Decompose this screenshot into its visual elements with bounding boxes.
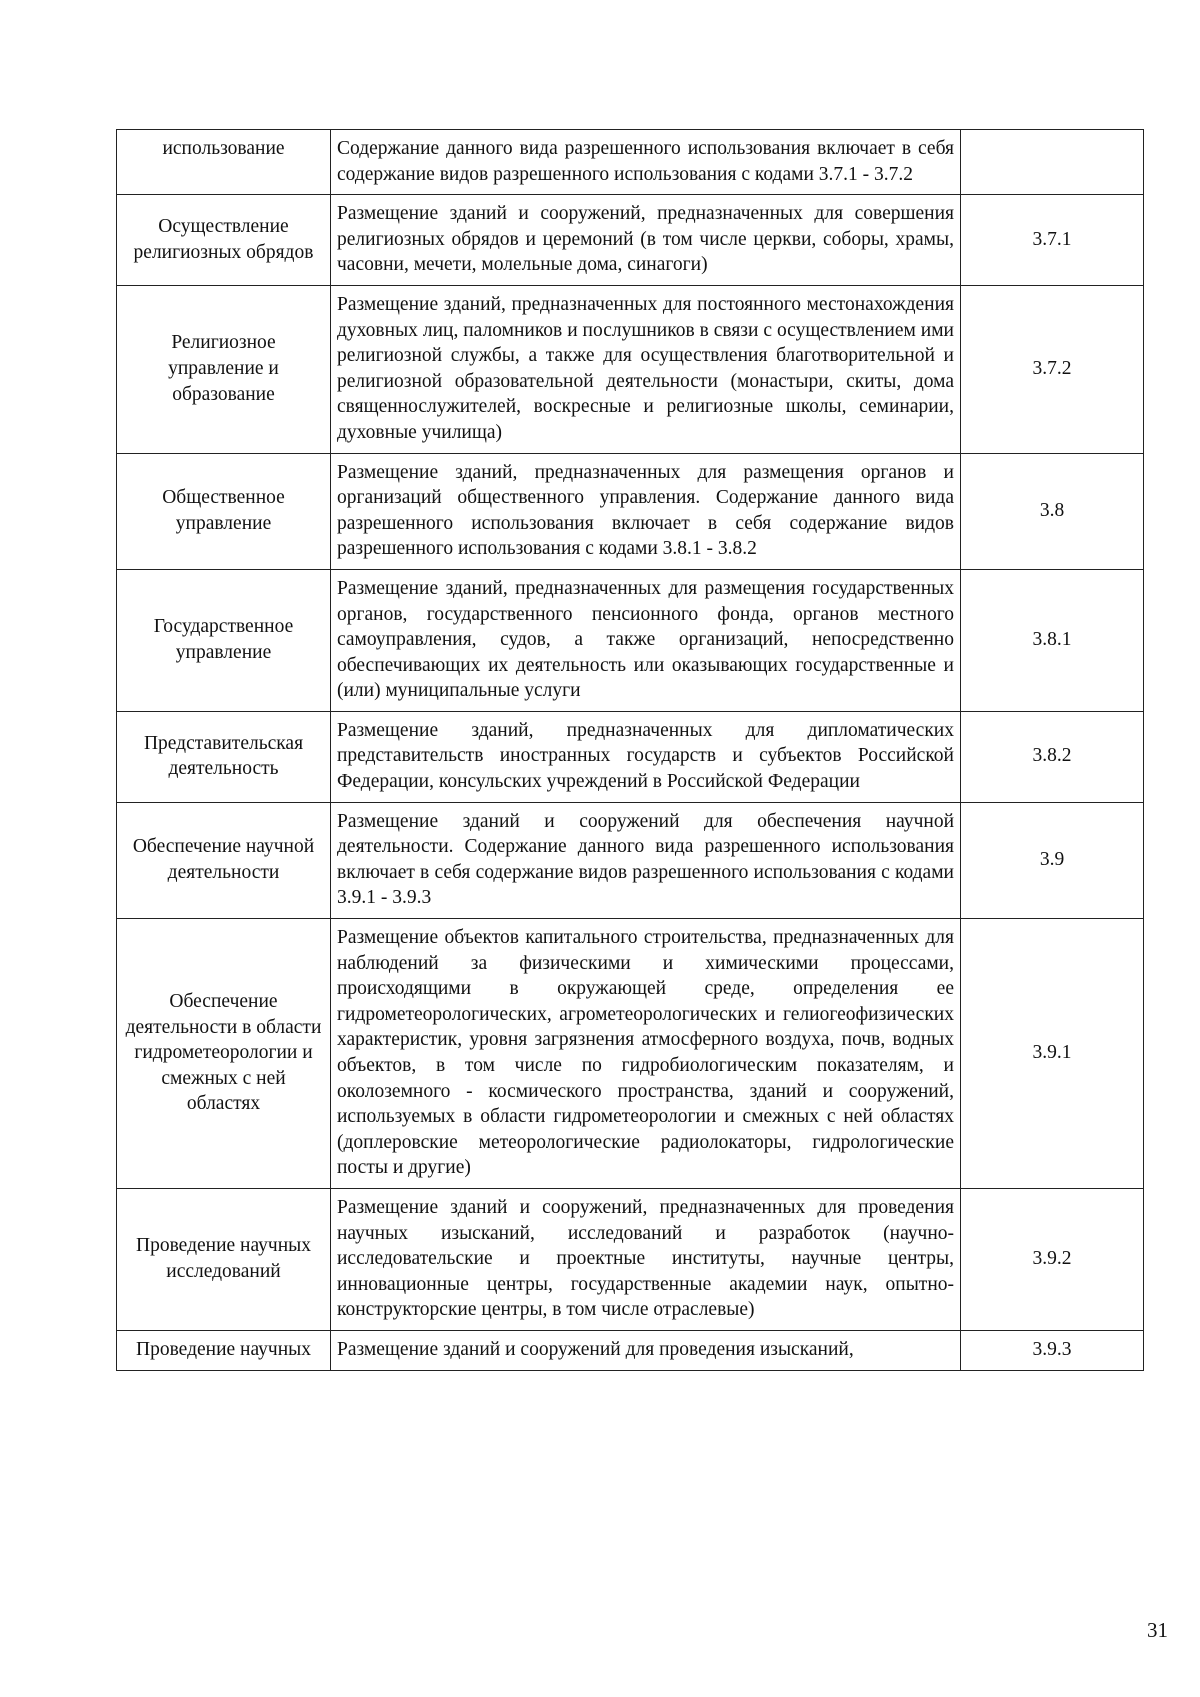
use-code-cell [961, 130, 1144, 195]
use-code-cell: 3.8.2 [961, 711, 1144, 802]
use-name-cell: Представительская деятельность [117, 711, 331, 802]
use-description-cell: Размещение объектов капитального строительства, предназначенных для наблюдений за физическими и химическими процессами, происходящими в окружающей среде, определения ее гидрометеорологических, агрометеорологических и гелиогеофизических характеристик, уровня загрязнения атмосферного воздуха, почв, водных объектов, в том числе по гидробиологическим показателям, и околоземного - космического пространства, зданий и сооружений, используемых в области гидрометеорологии и смежных с ней областях (доплеровские метеорологические радиолокаторы, гидрологические посты и другие) [331, 919, 961, 1189]
table-row [117, 1330, 1144, 1370]
table-row [117, 130, 1144, 195]
use-name-cell: Проведение научных [117, 1330, 331, 1370]
use-description-cell: Размещение зданий, предназначенных для размещения государственных органов, государственного пенсионного фонда, органов местного самоуправления, судов, а также организаций, непосредственно обеспечивающих их деятельность или оказывающих государственные и (или) муниципальные услуги [331, 569, 961, 711]
table-row [117, 195, 1144, 286]
use-description-cell: Размещение зданий и сооружений для обеспечения научной деятельности. Содержание данного вида разрешенного использования включает в себя содержание видов разрешенного использования с кодами 3.9.1 - 3.9.3 [331, 802, 961, 918]
use-code-cell: 3.9 [961, 802, 1144, 918]
table-row [117, 453, 1144, 569]
table-row [117, 711, 1144, 802]
use-code-cell: 3.8.1 [961, 569, 1144, 711]
use-name-cell: Религиозное управление и образование [117, 285, 331, 453]
use-description-cell: Размещение зданий, предназначенных для постоянного местонахождения духовных лиц, паломников и послушников в связи с осуществлением ими религиозной службы, а также для осуществления благотворительной и религиозной образовательной деятельности (монастыри, скиты, дома священнослужителей, воскресные и религиозные школы, семинарии, духовные училища) [331, 285, 961, 453]
use-code-cell: 3.7.1 [961, 195, 1144, 286]
use-name-cell: Обеспечение научной деятельности [117, 802, 331, 918]
use-description-cell: Размещение зданий и сооружений для проведения изысканий, [331, 1330, 961, 1370]
use-description-cell: Размещение зданий и сооружений, предназначенных для совершения религиозных обрядов и церемоний (в том числе церкви, соборы, храмы, часовни, мечети, молельные дома, синагоги) [331, 195, 961, 286]
use-name-cell: Государственное управление [117, 569, 331, 711]
land-use-table [116, 129, 1144, 1371]
use-name-cell: Проведение научных исследований [117, 1188, 331, 1330]
table-row [117, 569, 1144, 711]
table-row [117, 919, 1144, 1189]
table-row [117, 802, 1144, 918]
use-description-cell: Размещение зданий, предназначенных для дипломатических представительств иностранных государств и субъектов Российской Федерации, консульских учреждений в Российской Федерации [331, 711, 961, 802]
use-code-cell: 3.7.2 [961, 285, 1144, 453]
use-name-cell: использование [117, 130, 331, 195]
use-name-cell: Осуществление религиозных обрядов [117, 195, 331, 286]
page-number: 31 [1147, 1618, 1168, 1642]
use-name-cell: Обеспечение деятельности в области гидрометеорологии и смежных с ней областях [117, 919, 331, 1189]
use-name-cell: Общественное управление [117, 453, 331, 569]
use-description-cell: Размещение зданий и сооружений, предназначенных для проведения научных изысканий, исследований и разработок (научно-исследовательские и проектные институты, научные центры, инновационные центры, государственные академии наук, опытно-конструкторские центры, в том числе отраслевые) [331, 1188, 961, 1330]
table-row [117, 1188, 1144, 1330]
use-code-cell: 3.9.2 [961, 1188, 1144, 1330]
use-description-cell: Содержание данного вида разрешенного использования включает в себя содержание видов разрешенного использования с кодами 3.7.1 - 3.7.2 [331, 130, 961, 195]
use-code-cell: 3.8 [961, 453, 1144, 569]
table-row [117, 285, 1144, 453]
use-code-cell: 3.9.3 [961, 1330, 1144, 1370]
use-code-cell: 3.9.1 [961, 919, 1144, 1189]
use-description-cell: Размещение зданий, предназначенных для размещения органов и организаций общественного управления. Содержание данного вида разрешенного использования включает в себя содержание видов разрешенного использования с кодами 3.8.1 - 3.8.2 [331, 453, 961, 569]
